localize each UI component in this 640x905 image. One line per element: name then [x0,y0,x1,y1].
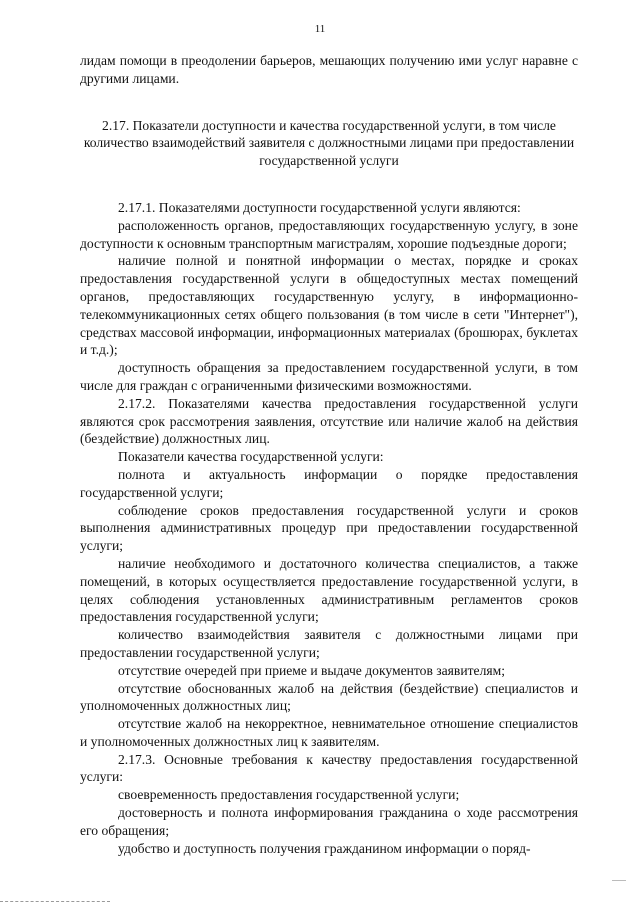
paragraph-continuation: лидам помощи в преодолении барьеров, мешающих получению ими услуг наравне с другими лицами. [80,53,578,86]
paragraph: отсутствие обоснованных жалоб на действия (бездействие) специалистов и уполномоченных должностных лиц; [80,680,578,714]
paragraph: расположенность органов, предоставляющих государственную услугу, в зоне доступности к основным транспортным магистралям, хорошие подъездные дороги; [80,217,578,251]
paragraph: достоверность и полнота информирования гражданина о ходе рассмотрения его обращения; [80,805,578,838]
paragraph: удобство и доступность получения гражданином информации о поряд- [118,840,531,856]
paragraph: своевременность предоставления государственной услуги; [118,787,460,803]
paragraph: 2.17.1. Показателями доступности государственной услуги являются: [118,199,521,215]
page-number: 11 [314,23,326,35]
paragraph: полнота и актуальность информации о порядке предоставления государственной услуги; [80,466,578,500]
paragraph: отсутствие очередей при приеме и выдаче документов заявителям; [118,662,505,678]
paragraph: отсутствие жалоб на некорректное, невнимательное отношение специалистов и уполномоченных должностных лиц к заявителям. [80,716,578,749]
scan-footer-line [0,901,110,903]
paragraph: Показатели качества государственной услуги: [118,449,384,465]
document-body [80,52,578,857]
section-heading: 2.17. Показатели доступности и качества государственной услуги, в том числе количество взаимодействий заявителя с должностными лицами при предоставлении государственной услуги [83,117,575,169]
paragraph: 2.17.3. Основные требования к качеству предоставления государственной услуги: [80,751,578,785]
paragraph: наличие полной и понятной информации о местах, порядке и сроках предоставления государственной услуги в общедоступных местах помещений органов, предоставляющих государственную услугу, в информационно-телекоммуникационных сетях общего пользования (в том числе в сети "Интернет"), средствах массовой информации, информационных материалах (брошюрах, буклетах и т.д.); [80,253,578,358]
paragraph: наличие необходимого и достаточного количества специалистов, а также помещений, в которых осуществляется предоставление государственной услуги, в целях соблюдения установленных административным регламентов сроков предоставления государственной услуги; [80,555,578,625]
paragraph: 2.17.2. Показателями качества предоставления государственной услуги являются срок рассмотрения заявления, отсутствие или наличие жалоб на действия (бездействие) должностных лиц. [80,395,578,447]
paragraph: количество взаимодействия заявителя с должностными лицами при предоставлении государственной услуги; [80,627,578,660]
paragraph: доступность обращения за предоставлением государственной услуги, в том числе для граждан с ограниченными физическими возможностями. [80,360,578,393]
paragraph: соблюдение сроков предоставления государственной услуги и сроков выполнения административных процедур при предоставлении государственной услуги; [80,502,578,554]
scan-corner-mark [612,880,626,881]
